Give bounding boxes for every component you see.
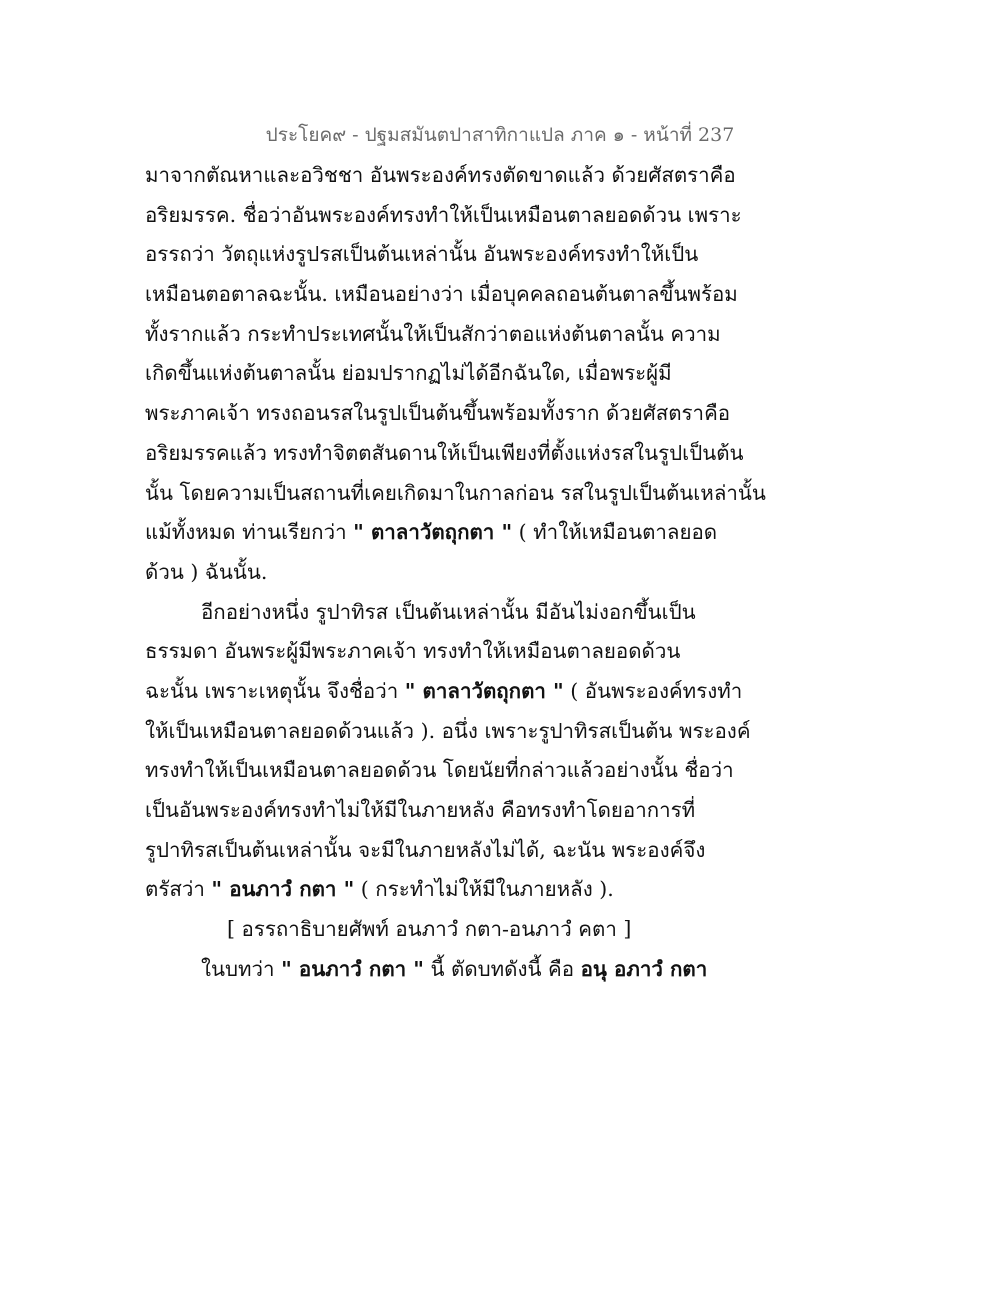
text-line-4: เหมือนตอตาลฉะนั้น. เหมือนอย่างว่า เมื่อบุคคลถอนต้นตาลขึ้นพร้อม [145, 282, 738, 307]
body-text [145, 156, 766, 989]
text-segment: ( ทำให้เหมือนตาลยอด [512, 520, 718, 545]
running-header: ประโยค๙ - ปฐมสมันตปาสาทิกาแปล ภาค ๑ - หน้าที่ 237 [265, 124, 735, 146]
text-line-2: อริยมรรค. ชื่อว่าอันพระองค์ทรงทำให้เป็นเหมือนตาลยอดด้วน เพราะ [145, 202, 742, 227]
bold-term: อนุ อภาวํ กตา [580, 956, 708, 981]
text-line-14 [145, 672, 745, 712]
bold-term: " อนภาวํ กตา " [281, 956, 424, 981]
text-line-10 [145, 513, 745, 553]
text-segment: แม้ทั้งหมด ท่านเรียกว่า [145, 520, 354, 545]
text-line-12: อีกอย่างหนึ่ง รูปาทิรส เป็นต้นเหล่านั้น มีอันไม่งอกขึ้นเป็น [201, 599, 696, 624]
text-line-8: อริยมรรคแล้ว ทรงทำจิตตสันดานให้เป็นเพียงที่ตั้งแห่งรสในรูปเป็นต้น [145, 440, 744, 465]
section-heading: [ อรรถาธิบายศัพท์ อนภาวํ กตา-อนภาวํ คตา ] [227, 917, 632, 942]
text-line-5: ทั้งรากแล้ว กระทำประเทศนั้นให้เป็นสักว่าตอแห่งต้นตาลนั้น ความ [145, 321, 721, 346]
text-line-16: ทรงทำให้เป็นเหมือนตาลยอดด้วน โดยนัยที่กล่าวแล้วอย่างนั้น ชื่อว่า [145, 758, 734, 783]
text-line-11: ด้วน ) ฉันนั้น. [145, 559, 268, 584]
text-line-18: รูปาทิรสเป็นต้นเหล่านั้น จะมีในภายหลังไม่ได้, ฉะนัน พระองค์จึง [145, 837, 706, 862]
text-line-1: มาจากตัณหาและอวิชชา อันพระองค์ทรงตัดขาดแล้ว ด้วยศัสตราคือ [145, 163, 736, 187]
text-line-15: ให้เป็นเหมือนตาลยอดด้วนแล้ว ). อนึ่ง เพราะรูปาทิรสเป็นต้น พระองค์ [145, 718, 751, 743]
bold-term: " ตาลาวัตถุกตา " [404, 678, 564, 703]
text-line-7: พระภาคเจ้า ทรงถอนรสในรูปเป็นต้นขึ้นพร้อมทั้งราก ด้วยศัสตราคือ [145, 401, 731, 426]
text-line-21 [145, 950, 745, 990]
text-segment: ตรัสว่า [145, 877, 212, 902]
text-line-19 [145, 870, 745, 910]
bold-term: " อนภาวํ กตา " [211, 877, 355, 902]
text-segment: นี้ ตัดบทดังนี้ คือ [423, 956, 581, 981]
text-segment: ( กระทำไม่ให้มีในภายหลัง ). [354, 877, 614, 902]
text-segment: ( อันพระองค์ทรงทำ [563, 678, 743, 703]
text-segment: ฉะนั้น เพราะเหตุนั้น จึงชื่อว่า [145, 678, 405, 703]
text-line-6: เกิดขึ้นแห่งต้นตาลนั้น ย่อมปรากฏไม่ได้อีกฉันใด, เมื่อพระผู้มี [145, 361, 672, 386]
text-segment: ในบทว่า [201, 956, 282, 981]
bold-term: " ตาลาวัตถุกตา " [353, 520, 513, 545]
text-line-3: อรรถว่า วัตถุแห่งรูปรสเป็นต้นเหล่านั้น อันพระองค์ทรงทำให้เป็น [145, 242, 699, 267]
text-line-9: นั้น โดยความเป็นสถานที่เคยเกิดมาในกาลก่อน รสในรูปเป็นต้นเหล่านั้น [145, 480, 766, 505]
text-line-13: ธรรมดา อันพระผู้มีพระภาคเจ้า ทรงทำให้เหมือนตาลยอดด้วน [145, 639, 681, 664]
text-line-17: เป็นอันพระองค์ทรงทำไม่ให้มีในภายหลัง คือทรงทำโดยอาการที่ [145, 798, 696, 822]
